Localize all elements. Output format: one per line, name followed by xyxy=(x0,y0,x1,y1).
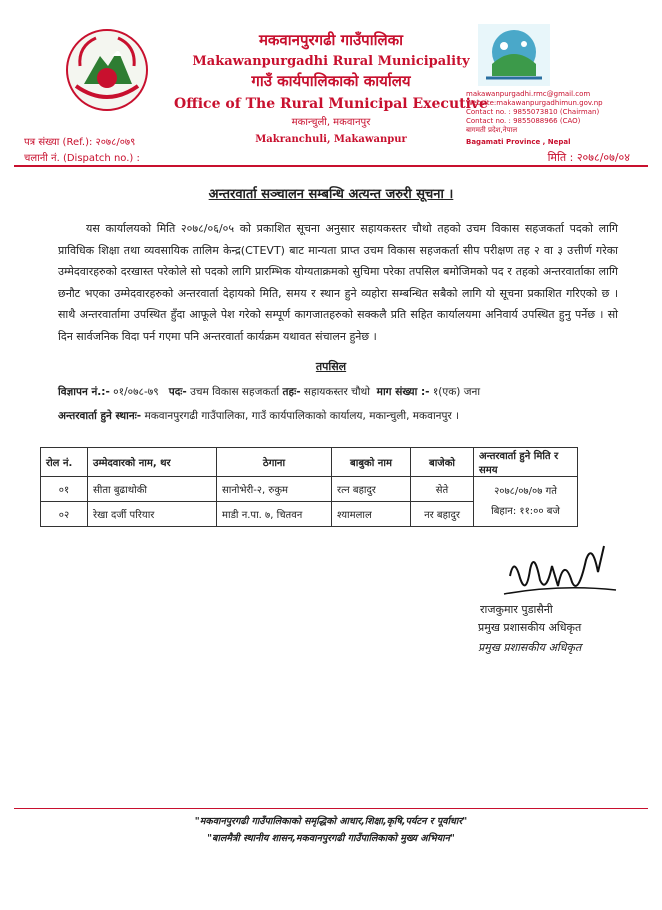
municipality-name-en: Makawanpurgadhi Rural Municipality xyxy=(192,54,470,69)
ref-number: पत्र संख्या (Ref.): २०७८/०७९ xyxy=(24,137,136,148)
cell-interview-datetime xyxy=(474,477,578,527)
level-value: सहायकस्तर चौथो xyxy=(303,386,370,398)
col-address: ठेगाना xyxy=(217,448,332,477)
candidate-table xyxy=(40,447,578,527)
footer-slogan-1: "मकवानपुरगढी गाउँपालिकाको समृद्धिको आधार,शिक्षा,कृषि,पर्यटन र पूर्वाधार" xyxy=(194,816,468,827)
signatory-name: राजकुमार पुडासैनी xyxy=(480,603,553,616)
cell-name: सीता बुढाथोकी xyxy=(88,477,217,502)
cell-roll: ०२ xyxy=(41,502,88,527)
tapasil-heading: तपसिल xyxy=(315,360,347,373)
address-en: Makranchuli, Makawanpur xyxy=(255,134,407,145)
office-name-np: गाउँ कार्यपालिकाको कार्यालय xyxy=(251,72,411,90)
signatory-title: प्रमुख प्रशासकीय अधिकृत xyxy=(478,621,582,634)
notice-title: अन्तरवार्ता सञ्चालन सम्बन्धि अत्यन्त जरुरी सूचना । xyxy=(208,187,454,202)
col-name: उम्मेदवारको नाम, थर xyxy=(88,448,217,477)
col-interview: अन्तरवार्ता हुने मिति र समय xyxy=(474,448,578,477)
footer-divider xyxy=(14,808,648,809)
signature-icon xyxy=(500,536,620,606)
contact-cao: Contact no. : 9855088966 (CAO) xyxy=(466,117,581,125)
adv-value: ०१/०७८-७९ xyxy=(113,386,159,398)
signatory-stamp: प्रमुख प्रशासकीय अधिकृत xyxy=(478,641,582,654)
cell-roll: ०१ xyxy=(41,477,88,502)
interview-date: २०७८/०७/०७ गते xyxy=(494,485,557,497)
interview-time: बिहान: ११:०० बजे xyxy=(491,505,560,517)
municipality-name-np: मकवानपुरगढी गाउँपालिका xyxy=(258,31,404,49)
adv-label: विज्ञापन नं.:- xyxy=(58,386,110,398)
cell-grandfather: नर बहादुर xyxy=(411,502,474,527)
dispatch-number: चलानी नं. (Dispatch no.) : xyxy=(24,153,140,164)
demand-value: १(एक) जना xyxy=(432,386,481,398)
table-row xyxy=(41,477,578,502)
col-grandfather: बाजेको xyxy=(411,448,474,477)
notice-body: यस कार्यालयको मिति २०७८/०६/०५ को प्रकाशित सूचना अनुसार सहायकस्तर चौथो तहको उचम विकास सहजकर्ता पदको लागि प्राविधिक शिक्षा तथा व्यवसायिक तालिम केन्द्र(CTEVT) बाट मान्यता प्राप्त उचम विकास सहजकर्ता सीप परीक्षण तह २ वा ३ उत्तीर्ण गरेका उम्मेदवारहरुको दरखास्त परेकोले सो पदको लागि प्रारम्भिक योग्यताक्रमको सुचिमा परेका तपसिल बमोजिमको पद र तहको अन्तरवार्ताका लागि छनौट भएका उम्मेदवारहरुको अन्तरवार्ता देहायको मिति, समय र स्थान हुने व्यहोरा सम्बन्धित सबैको लागि यो सूचना प्रकाशित गरिएको छ । साथै अन्तरवार्तामा उपस्थित हुँदा आफूले पेश गरेको सम्पूर्ण कागजातहरुको सक्कलै प्रति सहित कार्यालयमा अनिवार्य उपस्थित हुनु पर्नेछ । सो दिन सार्वजनिक विदा पर्न गएमा पनि अन्तरवार्ता कार्यक्रम यथावत संचालन हुनेछ । xyxy=(58,222,618,343)
contact-email: makawanpurgadhi.rmc@gmail.com xyxy=(466,90,591,98)
province-en: Bagamati Province , Nepal xyxy=(466,138,571,146)
office-name-en: Office of The Rural Municipal Executive xyxy=(174,96,488,112)
venue-value: मकवानपुरगढी गाउँपालिका, गाउँ कार्यपालिकाको कार्यालय, मकान्चुली, मकवानपुर । xyxy=(144,410,460,422)
col-father: बाबुको नाम xyxy=(332,448,411,477)
demand-label: माग संख्या :- xyxy=(376,386,430,398)
footer-slogan-2: "बालमैत्री स्थानीय शासन,मकवानपुरगढी गाउँपालिकाको मुख्य अभियान" xyxy=(207,833,455,844)
province-np: बागमती प्रदेश,नेपाल xyxy=(466,126,518,134)
venue-label: अन्तरवार्ता हुने स्थानः- xyxy=(58,410,142,422)
cell-address: माडी न.पा. ७, चितवन xyxy=(217,502,332,527)
table-header-row xyxy=(41,448,578,477)
advertisement-line xyxy=(58,385,638,399)
cell-father: श्यामलाल xyxy=(332,502,411,527)
header-divider xyxy=(14,165,648,167)
contact-website: Website:makawanpurgadhimun.gov.np xyxy=(466,99,603,107)
contact-chairman: Contact no. : 9855073810 (Chairman) xyxy=(466,108,600,116)
letter-date: मिति : २०७८/०७/०४ xyxy=(547,151,630,164)
cell-grandfather: सेते xyxy=(411,477,474,502)
venue-line xyxy=(58,409,638,423)
post-value: उचम विकास सहजकर्ता xyxy=(190,386,280,398)
cell-father: रत्न बहादुर xyxy=(332,477,411,502)
cell-address: सानोभेरी-२, रुकुम xyxy=(217,477,332,502)
cell-name: रेखा दर्जी परियार xyxy=(88,502,217,527)
col-roll: रोल नं. xyxy=(41,448,88,477)
post-label: पदः- xyxy=(168,386,187,398)
address-np: मकान्चुली, मकवानपुर xyxy=(291,117,371,128)
level-label: तहः- xyxy=(282,386,301,398)
